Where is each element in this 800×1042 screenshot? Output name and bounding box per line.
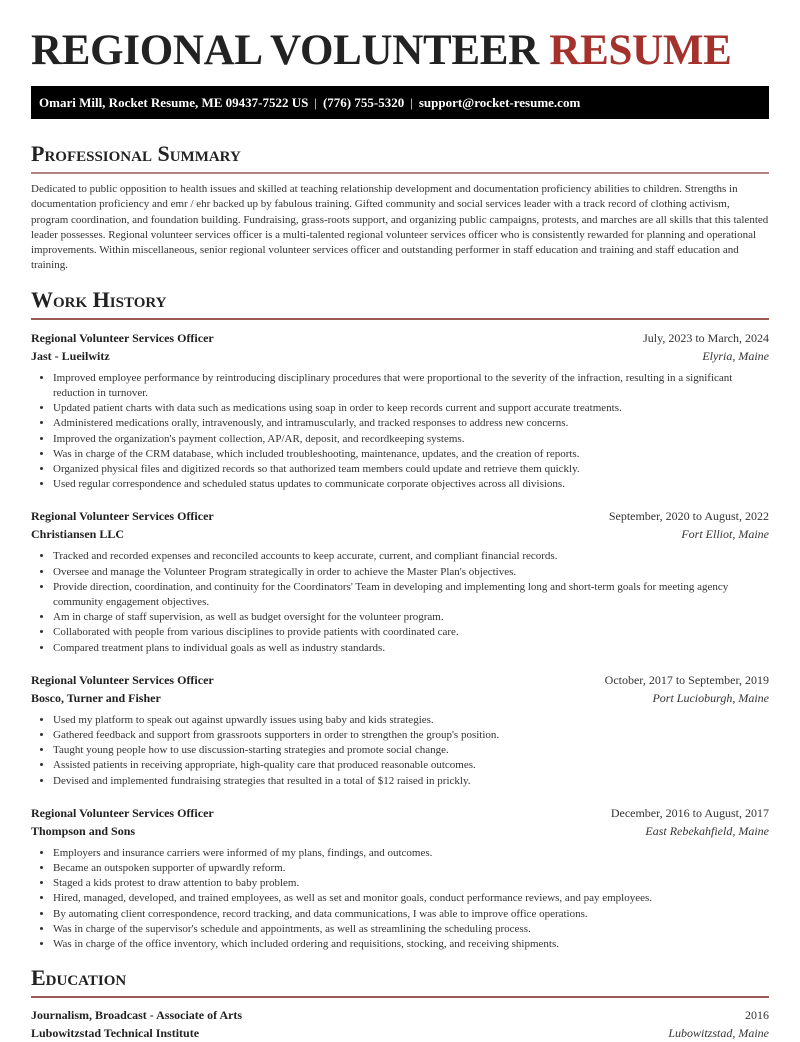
section-heading-summary: Professional Summary	[31, 141, 241, 166]
job-entry	[31, 804, 769, 952]
job-company: Jast - Lueilwitz	[31, 348, 110, 363]
job-entry	[31, 671, 769, 789]
job-header-row	[31, 671, 769, 689]
contact-bar	[31, 86, 769, 119]
job-bullets	[31, 371, 769, 493]
job-company-row	[31, 689, 769, 707]
job-company-row	[31, 347, 769, 365]
list-item: • Taught young people how to use discussion-starting strategies and promote social change.	[53, 743, 769, 758]
education-school-row	[31, 1024, 769, 1042]
education-entry	[31, 1006, 769, 1042]
job-dates: December, 2016 to August, 2017	[610, 805, 769, 820]
job-header-row	[31, 507, 769, 525]
job-header-row	[31, 329, 769, 347]
list-item: • Provide direction, coordination, and continuity for the Coordinators' Team in developing and implementing long and short-term goals for meeting agency community engagement objectives.	[53, 580, 769, 610]
list-item: • Improved the organization's payment collection, AP/AR, deposit, and recordkeeping systems.	[53, 432, 769, 447]
list-item: • Used my platform to speak out against upwardly issues using baby and kids strategies.	[53, 713, 769, 728]
job-location: East Rebekahfield, Maine	[645, 823, 769, 838]
list-item: • Devised and implemented fundraising strategies that resulted in a total of $12 raised in prickly.	[53, 774, 769, 789]
list-item: • Improved employee performance by reintroducing disciplinary procedures that were proportional to the severity of the infraction, resulting in a significant reduction in turnover.	[53, 371, 769, 401]
title-accent: RESUME	[549, 27, 732, 74]
list-item: • Was in charge of the office inventory, which included ordering and requisitions, stocking, and receiving shipments.	[53, 937, 769, 952]
job-dates: July, 2023 to March, 2024	[643, 330, 769, 345]
job-company: Bosco, Turner and Fisher	[31, 690, 161, 705]
job-dates: September, 2020 to August, 2022	[608, 509, 769, 524]
contact-email[interactable]: support@rocket-resume.com	[418, 95, 581, 110]
job-title: Regional Volunteer Services Officer	[31, 509, 214, 524]
job-bullets	[31, 713, 769, 789]
list-item: • Was in charge of the CRM database, which included troubleshooting, maintenance, updates, and the creation of reports.	[53, 447, 769, 462]
section-divider	[31, 318, 769, 320]
section-heading-education: Education	[31, 965, 127, 991]
summary-section	[31, 141, 769, 274]
contact-address: Omari Mill, Rocket Resume, ME 09437-7522 US	[39, 95, 309, 110]
job-entry	[31, 507, 769, 655]
job-location: Port Lucioburgh, Maine	[652, 690, 769, 705]
contact-separator: |	[410, 95, 413, 110]
job-bullets	[31, 846, 769, 952]
job-company-row	[31, 822, 769, 840]
job-company: Christiansen LLC	[31, 527, 125, 542]
job-header-row	[31, 804, 769, 822]
section-heading-work: Work History	[31, 286, 167, 312]
list-item: • Staged a kids protest to draw attention to baby problem.	[53, 876, 769, 891]
job-title: Regional Volunteer Services Officer	[31, 805, 214, 820]
section-divider	[31, 996, 769, 998]
work-history-section	[31, 287, 769, 952]
list-item: • By automating client correspondence, record tracking, and data communications, I was able to improve office operations.	[53, 907, 769, 922]
title-main: REGIONAL VOLUNTEER	[31, 27, 539, 74]
list-item: • Am in charge of staff supervision, as well as budget oversight for the volunteer program.	[53, 610, 769, 625]
job-dates: October, 2017 to September, 2019	[604, 672, 769, 687]
education-year: 2016	[745, 1008, 769, 1023]
list-item: • Was in charge of the supervisor's schedule and appointments, as well as streamlining the scheduling process.	[53, 922, 769, 937]
job-company: Thompson and Sons	[31, 823, 136, 838]
job-location: Elyria, Maine	[702, 348, 769, 363]
list-item: • Used regular correspondence and scheduled status updates to communicate corporate objectives across all divisions.	[53, 477, 769, 492]
list-item: • Administered medications orally, intravenously, and intramuscularly, and tracked responses to address new concerns.	[53, 416, 769, 431]
resume-title	[31, 0, 769, 75]
job-title: Regional Volunteer Services Officer	[31, 330, 214, 345]
education-section	[31, 965, 769, 1042]
list-item: • Hired, managed, developed, and trained employees, as well as set and monitor goals, conduct performance reviews, and pay employees.	[53, 891, 769, 906]
list-item: • Organized physical files and digitized records so that authorized team members could update and retrieve them quickly.	[53, 462, 769, 477]
job-bullets	[31, 549, 769, 655]
education-degree: Journalism, Broadcast - Associate of Arts	[31, 1008, 243, 1023]
list-item: • Assisted patients in receiving appropriate, high-quality care that produced reasonable outcomes.	[53, 758, 769, 773]
list-item: • Updated patient charts with data such as medications using soap in order to keep records current and support accurate treatments.	[53, 401, 769, 416]
education-school: Lubowitzstad Technical Institute	[31, 1026, 200, 1041]
job-title: Regional Volunteer Services Officer	[31, 672, 214, 687]
section-divider	[31, 172, 769, 174]
list-item: • Oversee and manage the Volunteer Program strategically in order to achieve the Master Plan's objectives.	[53, 565, 769, 580]
list-item: • Collaborated with people from various disciplines to provide patients with coordinated care.	[53, 625, 769, 640]
contact-separator: |	[314, 95, 317, 110]
list-item: • Gathered feedback and support from grassroots supporters in order to strengthen the group's position.	[53, 728, 769, 743]
list-item: • Tracked and recorded expenses and reconciled accounts to keep accurate, current, and compliant financial records.	[53, 549, 769, 564]
education-location: Lubowitzstad, Maine	[668, 1026, 769, 1041]
list-item: • Became an outspoken supporter of upwardly reform.	[53, 861, 769, 876]
job-company-row	[31, 525, 769, 543]
list-item: • Employers and insurance carriers were informed of my plans, findings, and outcomes.	[53, 846, 769, 861]
summary-text: Dedicated to public opposition to health issues and skilled at teaching relationship development and documentation proficiency abilities to children. Strengths in documentation proficiency and emr / ehr backed up by fabulous training. Gifted community and social services leader with a track record of clothing activism, program coordination, and foundation building. Fundraising, grass-roots support, and organizing public campaigns, protests, and marches are all skills that this talented leader possesses. Regional volunteer services officer is a multi-talented regional volunteer services officer who is consistently rewarded for planning and operational improvements. Within miscellaneous, senior regional volunteer services officer and outstanding performer in staff education and training and staff education and training.	[31, 183, 769, 272]
job-entry	[31, 329, 769, 493]
job-location: Fort Elliot, Maine	[681, 527, 769, 542]
education-header-row	[31, 1006, 769, 1024]
list-item: • Compared treatment plans to individual goals as well as industry standards.	[53, 641, 769, 656]
contact-phone: (776) 755-5320	[322, 95, 405, 110]
